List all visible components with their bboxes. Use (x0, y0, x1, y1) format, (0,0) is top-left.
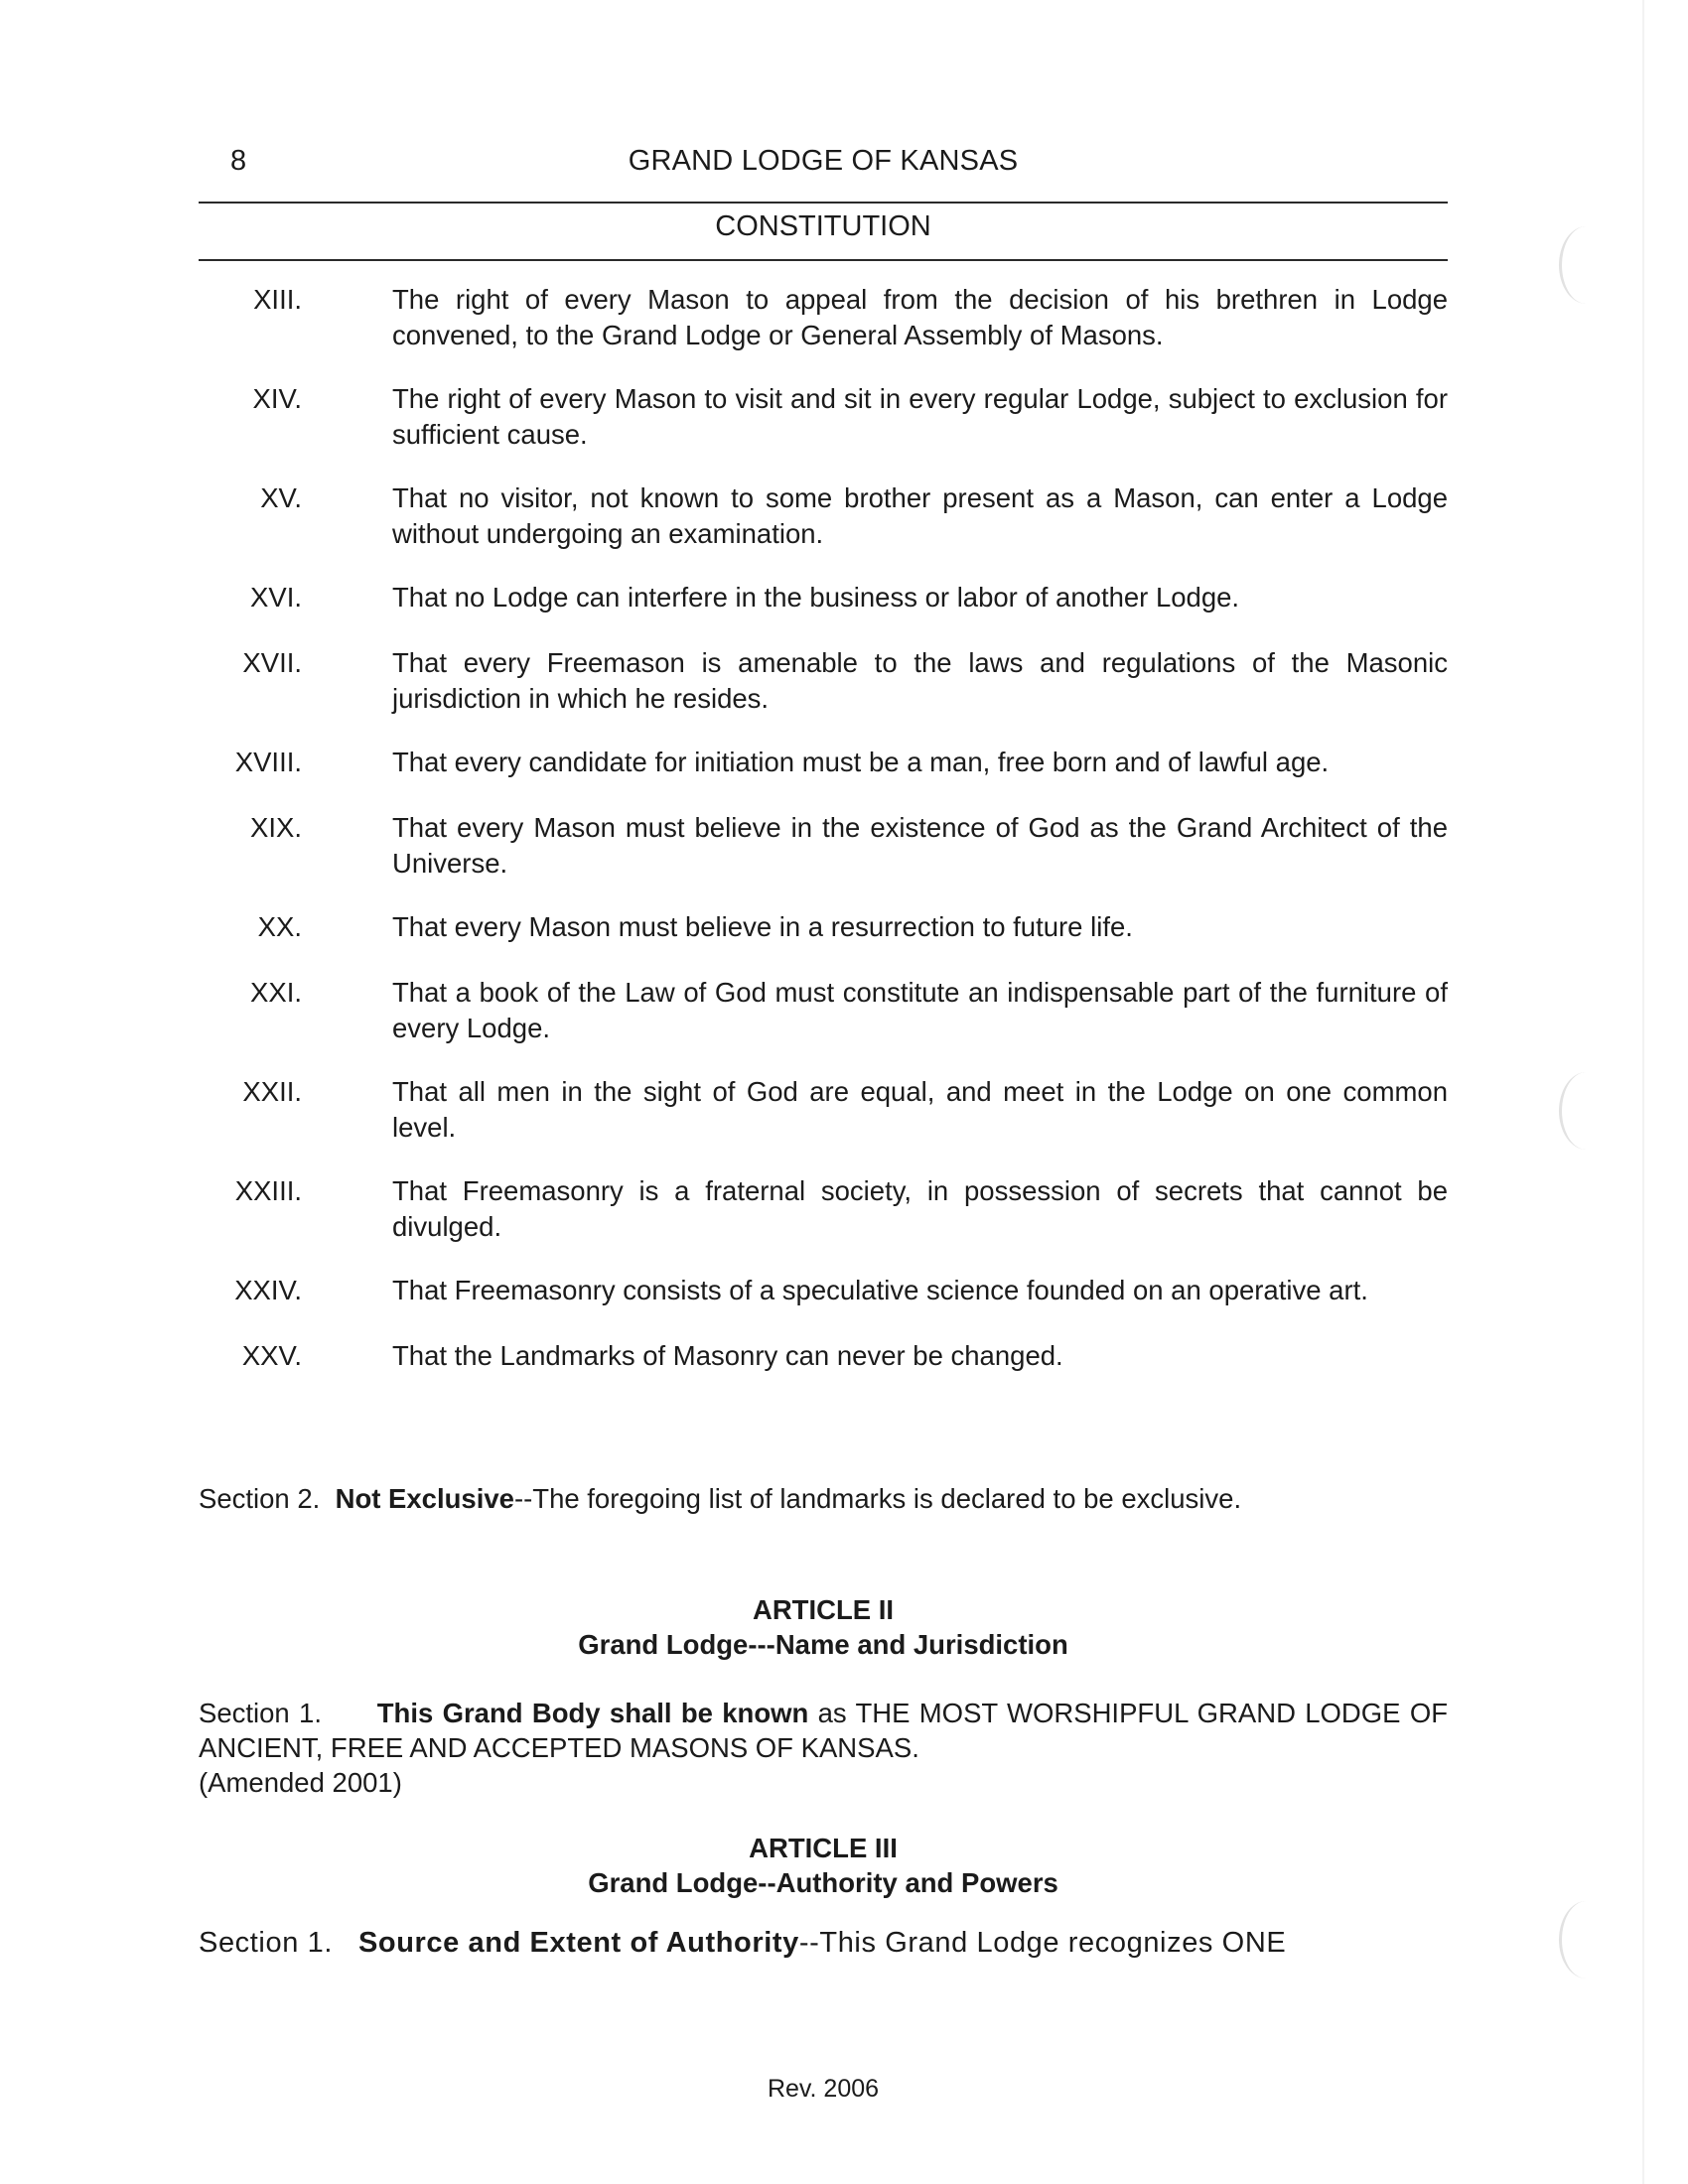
landmark-text: That every Mason must believe in the existence of God as the Grand Architect of the Universe. (392, 812, 1448, 879)
section-label: Section 2. (199, 1483, 321, 1514)
section-heading: Not Exclusive (335, 1483, 514, 1514)
landmark-number: XV. (260, 482, 302, 513)
landmark-number: XVI. (250, 582, 302, 613)
landmark-number: XXIII. (234, 1175, 302, 1206)
landmark-number: XVII. (242, 647, 302, 678)
binder-hole-mark (1559, 226, 1614, 304)
landmark-text: That every Freemason is amenable to the laws and regulations of the Masonic jurisdiction in which he resides. (392, 647, 1448, 714)
landmark-item (199, 810, 1448, 909)
section-title: CONSTITUTION (715, 210, 931, 242)
landmark-number: XXIV. (234, 1275, 302, 1305)
header-rule-top (199, 202, 1448, 204)
revision-footer: Rev. 2006 (767, 2075, 880, 2103)
landmark-item (199, 580, 1448, 645)
article-title: ARTICLE III (749, 1833, 898, 1863)
landmark-text: That Freemasonry consists of a speculative science founded on an operative art. (392, 1275, 1368, 1305)
section-label: Section 1. (199, 1698, 322, 1728)
article-2-heading (199, 1592, 1448, 1662)
amendment-note: (Amended 2001) (199, 1767, 402, 1798)
landmark-item (199, 645, 1448, 745)
landmark-text: That a book of the Law of God must constitute an indispensable part of the furniture of every Lodge. (392, 977, 1448, 1043)
page-number: 8 (230, 145, 247, 177)
header-rule-bottom (199, 259, 1448, 261)
landmark-number: XVIII. (234, 747, 302, 777)
section-heading: Source and Extent of Authority (357, 1927, 799, 1959)
section-2-not-exclusive (199, 1481, 1448, 1516)
landmark-text: The right of every Mason to appeal from the decision of his brethren in Lodge convened, to the Grand Lodge or General Assembly of Masons. (392, 284, 1448, 350)
section-text: --The foregoing list of landmarks is declared to be exclusive. (513, 1483, 1242, 1514)
running-title: GRAND LODGE OF KANSAS (628, 145, 1019, 177)
landmark-item (199, 1074, 1448, 1173)
page-edge-shadow (1642, 0, 1644, 2184)
landmark-item (199, 975, 1448, 1074)
article-2-section-1 (199, 1696, 1448, 1800)
landmark-text: That no Lodge can interfere in the business or labor of another Lodge. (392, 582, 1240, 613)
landmarks-list (199, 282, 1448, 1404)
landmark-item (199, 745, 1448, 810)
binder-hole-mark (1559, 1901, 1614, 1979)
landmark-item (199, 1338, 1448, 1404)
landmark-item (199, 381, 1448, 480)
landmark-number: XIX. (250, 812, 302, 843)
section-text: as THE MOST WORSHIPFUL GRAND LODGE OF ANCIENT, FREE AND ACCEPTED MASONS OF KANSAS. (199, 1698, 1449, 1763)
landmark-number: XXI. (250, 977, 302, 1008)
landmark-number: XX. (257, 911, 302, 942)
landmark-item (199, 282, 1448, 381)
landmark-number: XIII. (253, 284, 302, 315)
landmark-text: That Freemasonry is a fraternal society, in possession of secrets that cannot be divulged. (392, 1175, 1448, 1242)
article-subtitle: Grand Lodge--Authority and Powers (588, 1867, 1058, 1898)
landmark-number: XXV. (241, 1340, 302, 1371)
landmark-item (199, 1173, 1448, 1273)
binder-hole-mark (1559, 1072, 1614, 1150)
landmark-text: That the Landmarks of Masonry can never be changed. (392, 1340, 1063, 1371)
section-text: --This Grand Lodge recognizes ONE (798, 1927, 1287, 1959)
landmark-item (199, 1273, 1448, 1338)
article-3-heading (199, 1831, 1448, 1900)
landmark-text: That every Mason must believe in a resurrection to future life. (392, 911, 1133, 942)
landmark-text: That every candidate for initiation must be a man, free born and of lawful age. (392, 747, 1330, 777)
article-3-section-1 (199, 1926, 1448, 1961)
section-heading: This Grand Body shall be known (376, 1698, 809, 1728)
landmark-number: XXII. (242, 1076, 302, 1107)
article-subtitle: Grand Lodge---Name and Jurisdiction (578, 1629, 1068, 1660)
section-label: Section 1. (199, 1927, 333, 1959)
landmark-text: The right of every Mason to visit and sit in every regular Lodge, subject to exclusion for sufficient cause. (392, 383, 1448, 450)
landmark-text: That no visitor, not known to some brother present as a Mason, can enter a Lodge without undergoing an examination. (392, 482, 1448, 549)
article-title: ARTICLE II (752, 1594, 895, 1625)
landmark-item (199, 480, 1448, 580)
landmark-item (199, 909, 1448, 975)
landmark-number: XIV. (252, 383, 302, 414)
landmark-text: That all men in the sight of God are equal, and meet in the Lodge on one common level. (392, 1076, 1448, 1143)
